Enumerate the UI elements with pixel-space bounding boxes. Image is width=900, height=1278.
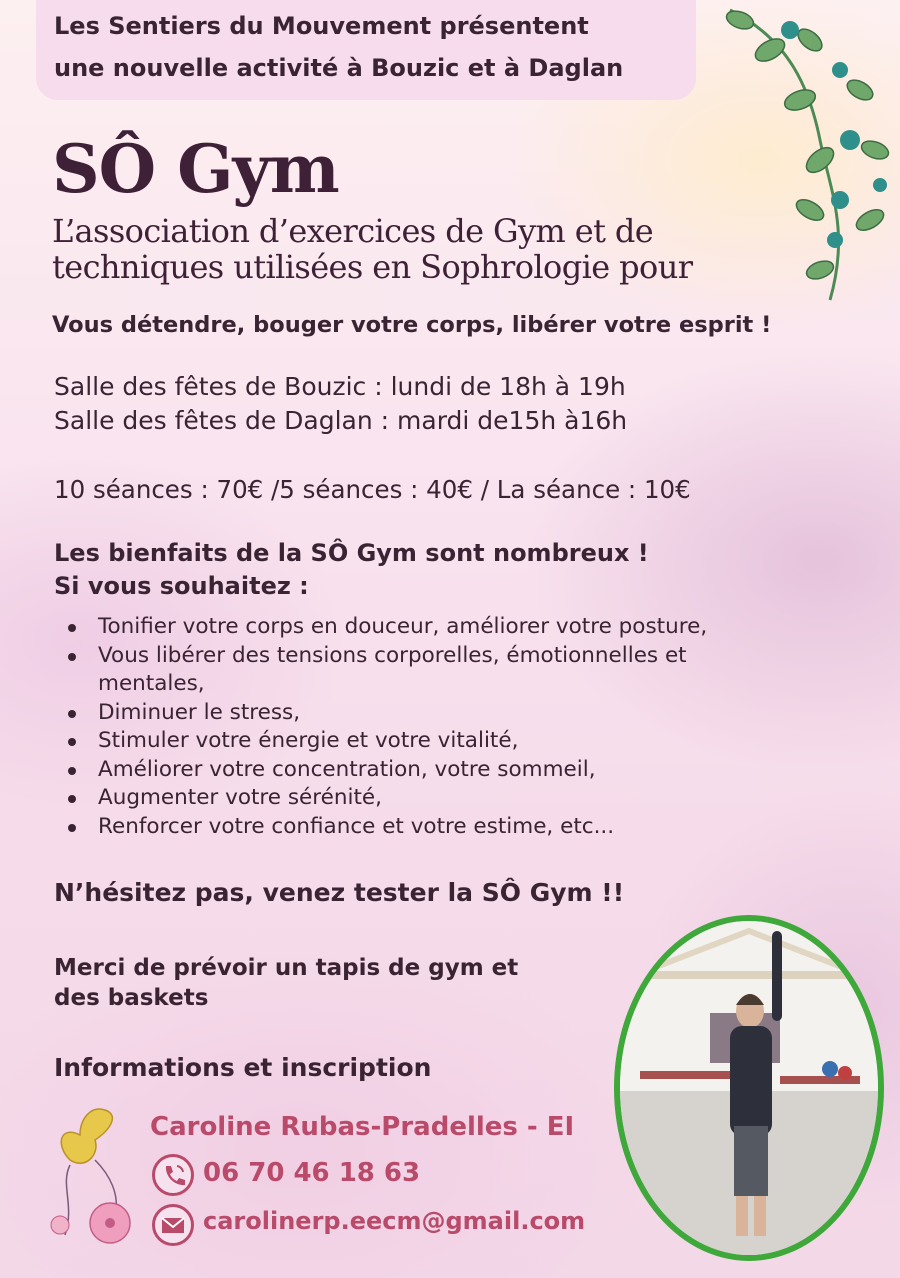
contact-email[interactable]: carolinerp.eecm@gmail.com bbox=[203, 1207, 586, 1235]
list-item: Diminuer le stress, bbox=[64, 699, 824, 728]
floral-logo bbox=[40, 1105, 135, 1245]
list-item: Améliorer votre concentration, votre sommeil, bbox=[64, 756, 824, 785]
contact-phone[interactable]: 06 70 46 18 63 bbox=[203, 1158, 421, 1188]
list-item: Renforcer votre confiance et votre estime, etc... bbox=[64, 813, 824, 842]
floral-vine-decoration bbox=[700, 0, 900, 310]
subtitle-line-1: L’association d’exercices de Gym et de bbox=[52, 212, 654, 250]
bring-note-line-2: des baskets bbox=[54, 985, 209, 1011]
list-item: Vous libérer des tensions corporelles, émotionnelles et mentales, bbox=[64, 642, 788, 699]
info-heading: Informations et inscription bbox=[54, 1053, 432, 1082]
subtitle-line-2: techniques utilisées en Sophrologie pour bbox=[52, 248, 693, 286]
call-to-action: N’hésitez pas, venez tester la SÔ Gym !! bbox=[54, 878, 625, 907]
list-item: Augmenter votre sérénité, bbox=[64, 784, 824, 813]
prices: 10 séances : 70€ /5 séances : 40€ / La séance : 10€ bbox=[54, 475, 691, 504]
list-item: Tonifier votre corps en douceur, améliorer votre posture, bbox=[64, 613, 824, 642]
envelope-icon bbox=[152, 1204, 194, 1246]
page-title: SÔ Gym bbox=[52, 130, 339, 208]
instructor-photo bbox=[614, 915, 884, 1261]
schedule-bouzic: Salle des fêtes de Bouzic : lundi de 18h à 19h bbox=[54, 372, 626, 401]
bring-note-line-1: Merci de prévoir un tapis de gym et bbox=[54, 955, 519, 981]
list-item: Stimuler votre énergie et votre vitalité, bbox=[64, 727, 824, 756]
benefits-heading-line-1: Les bienfaits de la SÔ Gym sont nombreux ! bbox=[54, 539, 649, 567]
contact-name: Caroline Rubas-Pradelles - EI bbox=[150, 1112, 575, 1142]
phone-icon bbox=[152, 1154, 194, 1196]
tagline: Vous détendre, bouger votre corps, libérer votre esprit ! bbox=[52, 312, 772, 338]
intro-line-1: Les Sentiers du Mouvement présentent bbox=[54, 12, 589, 40]
schedule-daglan: Salle des fêtes de Daglan : mardi de15h à16h bbox=[54, 406, 628, 435]
benefits-list bbox=[64, 613, 824, 841]
intro-line-2: une nouvelle activité à Bouzic et à Daglan bbox=[54, 54, 624, 82]
benefits-heading-line-2: Si vous souhaitez : bbox=[54, 572, 309, 600]
